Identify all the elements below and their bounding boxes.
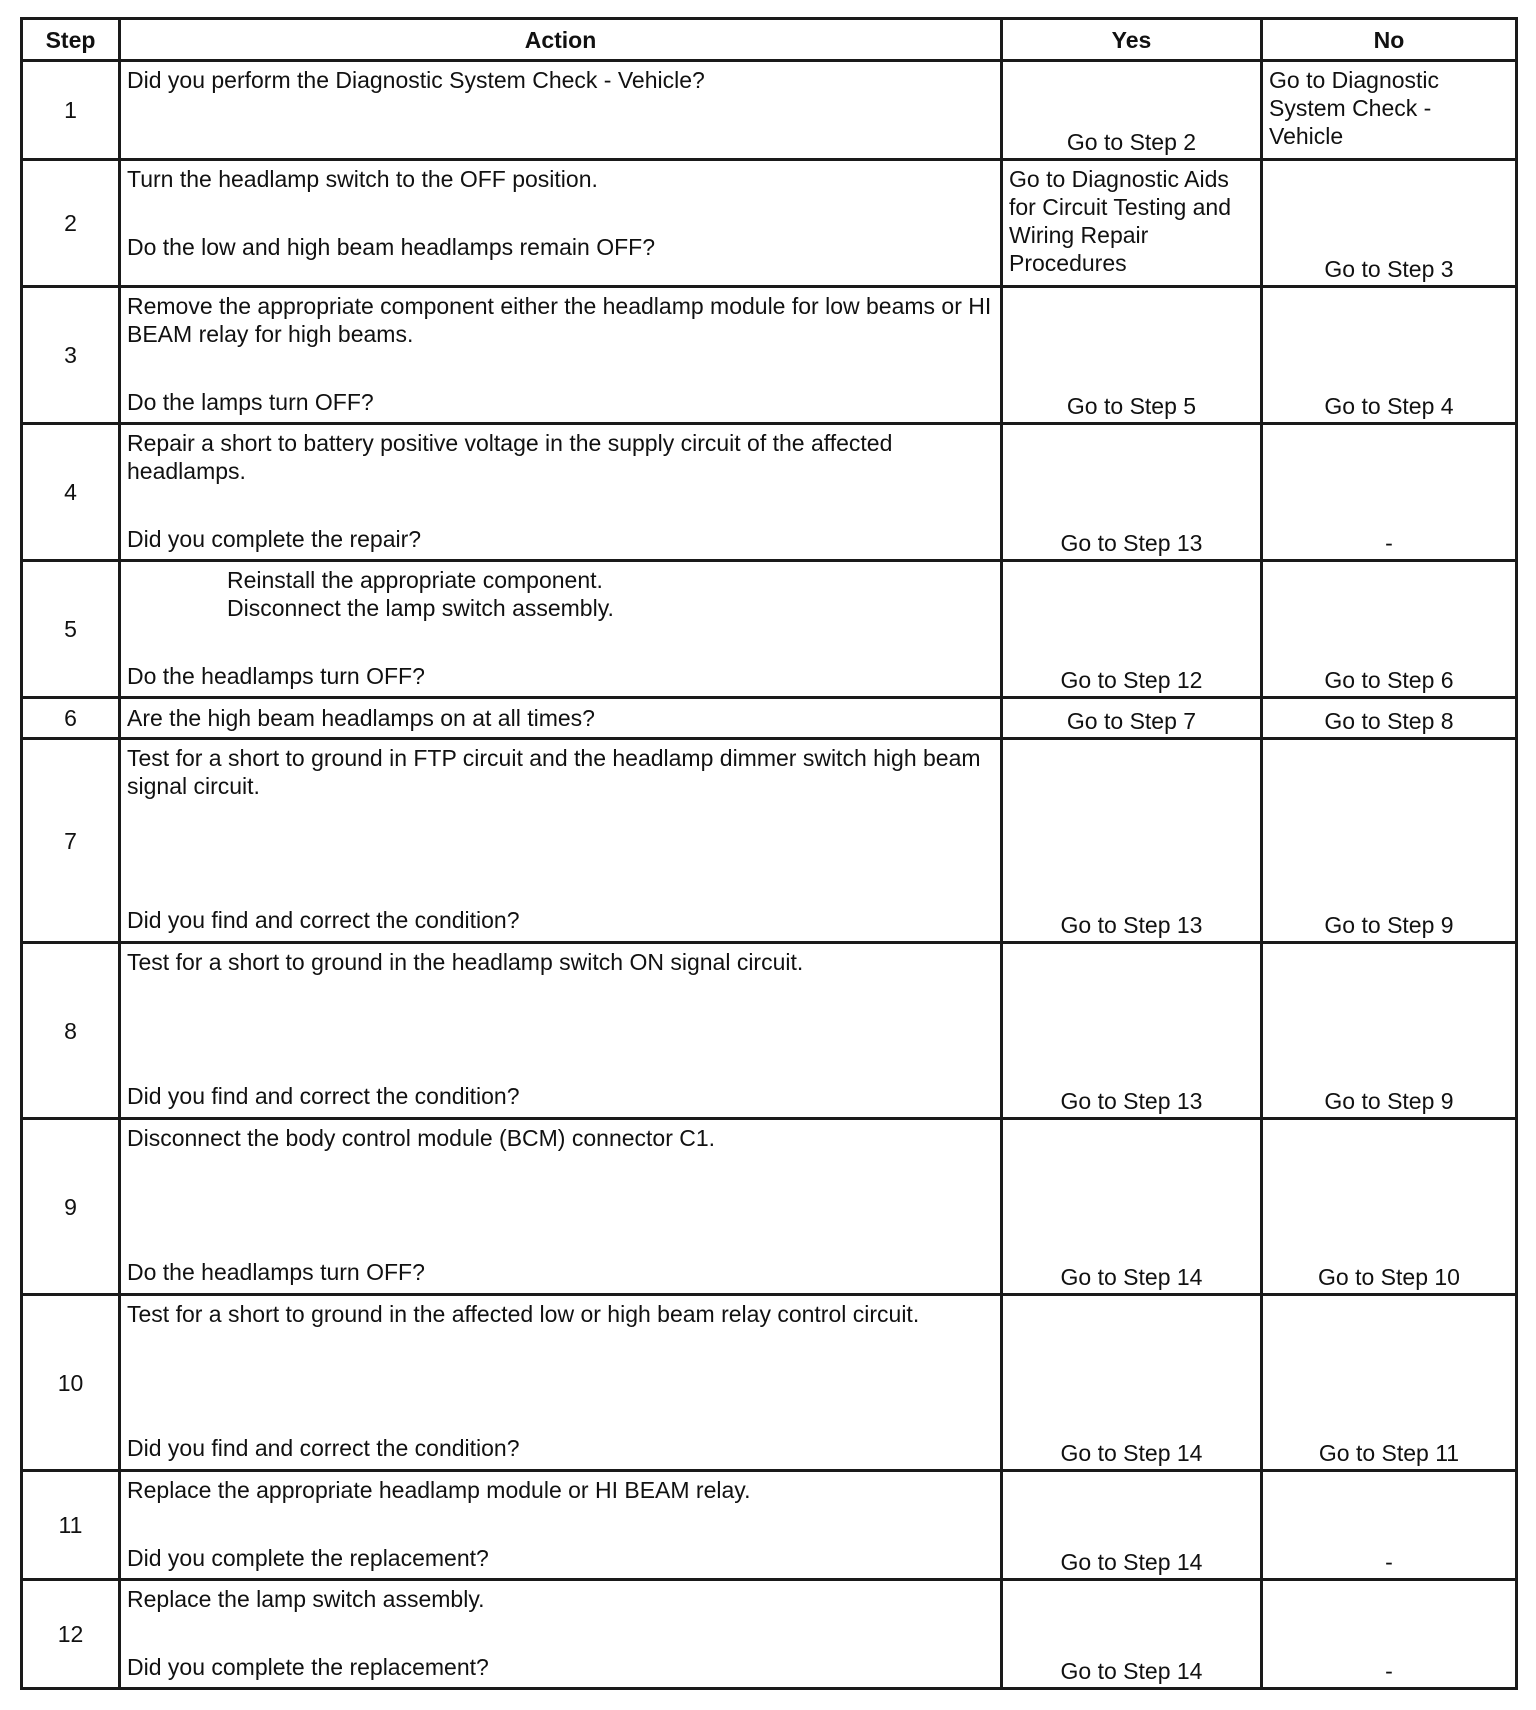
no-cell: Go to Step 8 bbox=[1262, 698, 1517, 739]
action-cell bbox=[120, 287, 1002, 424]
action-question: Did you find and correct the condition? bbox=[127, 1435, 520, 1461]
step-number: 3 bbox=[22, 287, 120, 424]
table-row bbox=[22, 160, 1517, 287]
no-cell: - bbox=[1262, 1580, 1517, 1689]
action-text: Remove the appropriate component either the headlamp module for low beams or HI BEAM relay for high beams. bbox=[127, 293, 992, 347]
action-question: Did you complete the replacement? bbox=[127, 1545, 489, 1571]
yes-cell: Go to Step 7 bbox=[1002, 698, 1262, 739]
table-row bbox=[22, 943, 1517, 1119]
action-text: Did you perform the Diagnostic System Check - Vehicle? bbox=[127, 67, 705, 93]
action-question: Did you find and correct the condition? bbox=[127, 1083, 520, 1109]
action-question: Do the headlamps turn OFF? bbox=[127, 1259, 425, 1285]
yes-cell: Go to Step 14 bbox=[1002, 1295, 1262, 1471]
table-row bbox=[22, 424, 1517, 561]
yes-cell: Go to Diagnostic Aids for Circuit Testing and Wiring Repair Procedures bbox=[1002, 160, 1262, 287]
action-text: Replace the appropriate headlamp module or HI BEAM relay. bbox=[127, 1477, 751, 1503]
yes-cell: Go to Step 5 bbox=[1002, 287, 1262, 424]
step-number: 10 bbox=[22, 1295, 120, 1471]
header-no: No bbox=[1262, 19, 1517, 61]
action-text: Reinstall the appropriate component. bbox=[227, 567, 603, 593]
yes-cell: Go to Step 13 bbox=[1002, 424, 1262, 561]
step-number: 2 bbox=[22, 160, 120, 287]
header-yes: Yes bbox=[1002, 19, 1262, 61]
no-cell: Go to Step 9 bbox=[1262, 943, 1517, 1119]
action-question: Do the low and high beam headlamps remain OFF? bbox=[127, 234, 656, 260]
table-row bbox=[22, 739, 1517, 943]
yes-cell: Go to Step 13 bbox=[1002, 943, 1262, 1119]
action-text: Test for a short to ground in the affected low or high beam relay control circuit. bbox=[127, 1301, 920, 1327]
action-text: Replace the lamp switch assembly. bbox=[127, 1586, 485, 1612]
action-cell bbox=[120, 739, 1002, 943]
table-row bbox=[22, 698, 1517, 739]
no-cell: Go to Step 10 bbox=[1262, 1119, 1517, 1295]
yes-cell: Go to Step 13 bbox=[1002, 739, 1262, 943]
no-cell: - bbox=[1262, 424, 1517, 561]
table-row bbox=[22, 287, 1517, 424]
action-text: Are the high beam headlamps on at all times? bbox=[127, 705, 595, 731]
header-step: Step bbox=[22, 19, 120, 61]
action-cell bbox=[120, 943, 1002, 1119]
step-number: 11 bbox=[22, 1471, 120, 1580]
yes-cell: Go to Step 2 bbox=[1002, 61, 1262, 160]
action-cell bbox=[120, 1119, 1002, 1295]
action-cell bbox=[120, 698, 1002, 739]
action-text: Repair a short to battery positive voltage in the supply circuit of the affected headlamps. bbox=[127, 430, 893, 484]
table-row bbox=[22, 1471, 1517, 1580]
table-row bbox=[22, 561, 1517, 698]
action-question: Do the lamps turn OFF? bbox=[127, 389, 374, 415]
step-number: 5 bbox=[22, 561, 120, 698]
no-cell: Go to Step 11 bbox=[1262, 1295, 1517, 1471]
action-question: Did you find and correct the condition? bbox=[127, 907, 520, 933]
action-question: Did you complete the replacement? bbox=[127, 1654, 489, 1680]
table-row bbox=[22, 1295, 1517, 1471]
no-cell: Go to Diagnostic System Check - Vehicle bbox=[1262, 61, 1517, 160]
action-cell bbox=[120, 1471, 1002, 1580]
step-number: 4 bbox=[22, 424, 120, 561]
step-number: 9 bbox=[22, 1119, 120, 1295]
action-text: Disconnect the body control module (BCM) connector C1. bbox=[127, 1125, 716, 1151]
action-cell bbox=[120, 160, 1002, 287]
table-row bbox=[22, 1119, 1517, 1295]
action-question: Did you complete the repair? bbox=[127, 526, 422, 552]
step-number: 1 bbox=[22, 61, 120, 160]
table-row bbox=[22, 1580, 1517, 1689]
no-cell: Go to Step 3 bbox=[1262, 160, 1517, 287]
no-cell: Go to Step 4 bbox=[1262, 287, 1517, 424]
no-cell: Go to Step 6 bbox=[1262, 561, 1517, 698]
step-number: 8 bbox=[22, 943, 120, 1119]
step-number: 12 bbox=[22, 1580, 120, 1689]
no-cell: - bbox=[1262, 1471, 1517, 1580]
diagnostic-table bbox=[20, 17, 1518, 1690]
header-action: Action bbox=[120, 19, 1002, 61]
action-cell bbox=[120, 1295, 1002, 1471]
yes-cell: Go to Step 14 bbox=[1002, 1580, 1262, 1689]
action-cell bbox=[120, 61, 1002, 160]
action-text: Test for a short to ground in the headlamp switch ON signal circuit. bbox=[127, 949, 804, 975]
yes-cell: Go to Step 14 bbox=[1002, 1119, 1262, 1295]
action-cell bbox=[120, 424, 1002, 561]
action-cell bbox=[120, 1580, 1002, 1689]
yes-cell: Go to Step 12 bbox=[1002, 561, 1262, 698]
step-number: 6 bbox=[22, 698, 120, 739]
action-text: Turn the headlamp switch to the OFF position. bbox=[127, 166, 598, 192]
yes-cell: Go to Step 14 bbox=[1002, 1471, 1262, 1580]
no-cell: Go to Step 9 bbox=[1262, 739, 1517, 943]
step-number: 7 bbox=[22, 739, 120, 943]
action-question: Do the headlamps turn OFF? bbox=[127, 663, 425, 689]
action-text: Test for a short to ground in FTP circuit and the headlamp dimmer switch high beam signal circuit. bbox=[127, 745, 981, 799]
action-cell bbox=[120, 561, 1002, 698]
header-row bbox=[22, 19, 1517, 61]
table-row bbox=[22, 61, 1517, 160]
action-text: Disconnect the lamp switch assembly. bbox=[227, 595, 614, 621]
